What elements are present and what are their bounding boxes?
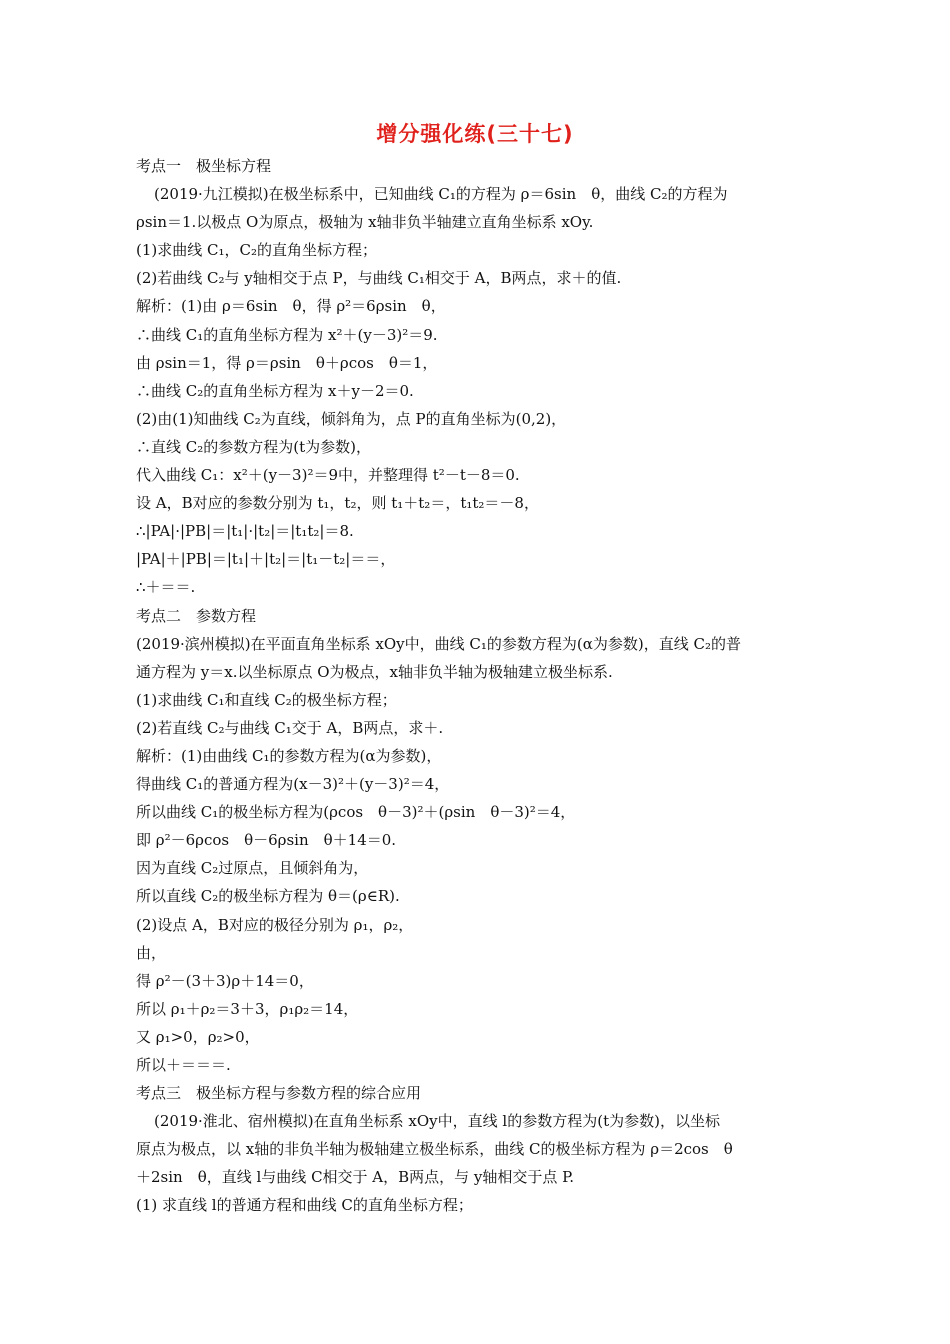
text-line: (2019·淮北、宿州模拟)在直角坐标系 xOy中，直线 l的参数方程为(t为参数)，以坐标 — [154, 1112, 720, 1131]
text-line: ∴曲线 C₂的直角坐标方程为 x＋y－2＝0. — [136, 381, 414, 400]
text-line: ＋2sin θ，直线 l与曲线 C相交于 A，B两点，与 y轴相交于点 P. — [136, 1168, 574, 1187]
text-line: 设 A，B对应的参数分别为 t₁，t₂，则 t₁＋t₂＝，t₁t₂＝－8， — [136, 494, 539, 513]
text-line: 得曲线 C₁的普通方程为(x－3)²＋(y－3)²＝4， — [136, 775, 450, 794]
text-line: (2019·九江模拟)在极坐标系中，已知曲线 C₁的方程为 ρ＝6sin θ，曲线 C₂的方程为 — [154, 185, 728, 204]
text-line: (1)求曲线 C₁和直线 C₂的极坐标方程； — [136, 690, 397, 709]
text-line: ∴曲线 C₁的直角坐标方程为 x²＋(y－3)²＝9. — [136, 325, 438, 344]
text-line: (2)若直线 C₂与曲线 C₁交于 A，B两点，求＋. — [136, 718, 444, 737]
text-line: 原点为极点，以 x轴的非负半轴为极轴建立极坐标系，曲线 C的极坐标方程为 ρ＝2cos θ — [136, 1140, 733, 1159]
text-line: 因为直线 C₂过原点，且倾斜角为， — [136, 859, 369, 878]
text-line: |PA|＋|PB|＝|t₁|＋|t₂|＝|t₁－t₂|＝＝， — [136, 550, 396, 569]
text-line: 考点一 极坐标方程 — [136, 157, 272, 175]
text-line: 所以曲线 C₁的极坐标方程为(ρcos θ－3)²＋(ρsin θ－3)²＝4， — [136, 803, 576, 822]
text-line: 由， — [136, 943, 167, 962]
text-line: (2019·滨州模拟)在平面直角坐标系 xOy中，曲线 C₁的参数方程为(α为参数)，直线 C₂的普 — [136, 634, 741, 653]
text-line: (1)求曲线 C₁，C₂的直角坐标方程； — [136, 241, 377, 260]
text-line: 由 ρsin＝1，得 ρ＝ρsin θ＋ρcos θ＝1， — [136, 353, 438, 372]
text-line: ρsin＝1.以极点 O为原点，极轴为 x轴非负半轴建立直角坐标系 xOy. — [136, 213, 594, 232]
text-line: 所以＋＝＝＝. — [136, 1056, 231, 1074]
text-line: 解析：(1)由曲线 C₁的参数方程为(α为参数)， — [136, 746, 442, 765]
text-line: 所以 ρ₁＋ρ₂＝3＋3，ρ₁ρ₂＝14， — [136, 999, 359, 1018]
text-line: 即 ρ²－6ρcos θ－6ρsin θ＋14＝0. — [136, 831, 397, 850]
text-line: 所以直线 C₂的极坐标方程为 θ＝(ρ∈R). — [136, 887, 400, 906]
text-line: (2)若曲线 C₂与 y轴相交于点 P，与曲线 C₁相交于 A，B两点，求＋的值. — [136, 269, 622, 288]
page-title: 增分强化练(三十七) — [376, 122, 574, 146]
text-line: ∴|PA|·|PB|＝|t₁|·|t₂|＝|t₁t₂|＝8. — [136, 522, 354, 541]
text-line: 得 ρ²－(3＋3)ρ＋14＝0， — [136, 971, 314, 990]
document-body — [136, 152, 816, 1220]
text-line: 代入曲线 C₁：x²＋(y－3)²＝9中，并整理得 t²－t－8＝0. — [136, 466, 520, 485]
text-line: 考点二 参数方程 — [136, 606, 257, 625]
text-line: (2)由(1)知曲线 C₂为直线，倾斜角为，点 P的直角坐标为(0,2)， — [136, 409, 567, 428]
text-line: (1) 求直线 l的普通方程和曲线 C的直角坐标方程； — [136, 1196, 473, 1215]
text-line: 通方程为 y＝x.以坐标原点 O为极点，x轴非负半轴为极轴建立极坐标系. — [136, 662, 613, 681]
text-line: (2)设点 A，B对应的极径分别为 ρ₁，ρ₂， — [136, 915, 414, 934]
text-line: 考点三 极坐标方程与参数方程的综合应用 — [136, 1084, 422, 1103]
text-line: ∴直线 C₂的参数方程为(t为参数)， — [136, 437, 371, 456]
text-line: 又 ρ₁>0，ρ₂>0， — [136, 1027, 260, 1046]
text-line: ∴＋＝＝. — [136, 578, 196, 597]
text-line: 解析：(1)由 ρ＝6sin θ，得 ρ²＝6ρsin θ， — [136, 297, 446, 316]
